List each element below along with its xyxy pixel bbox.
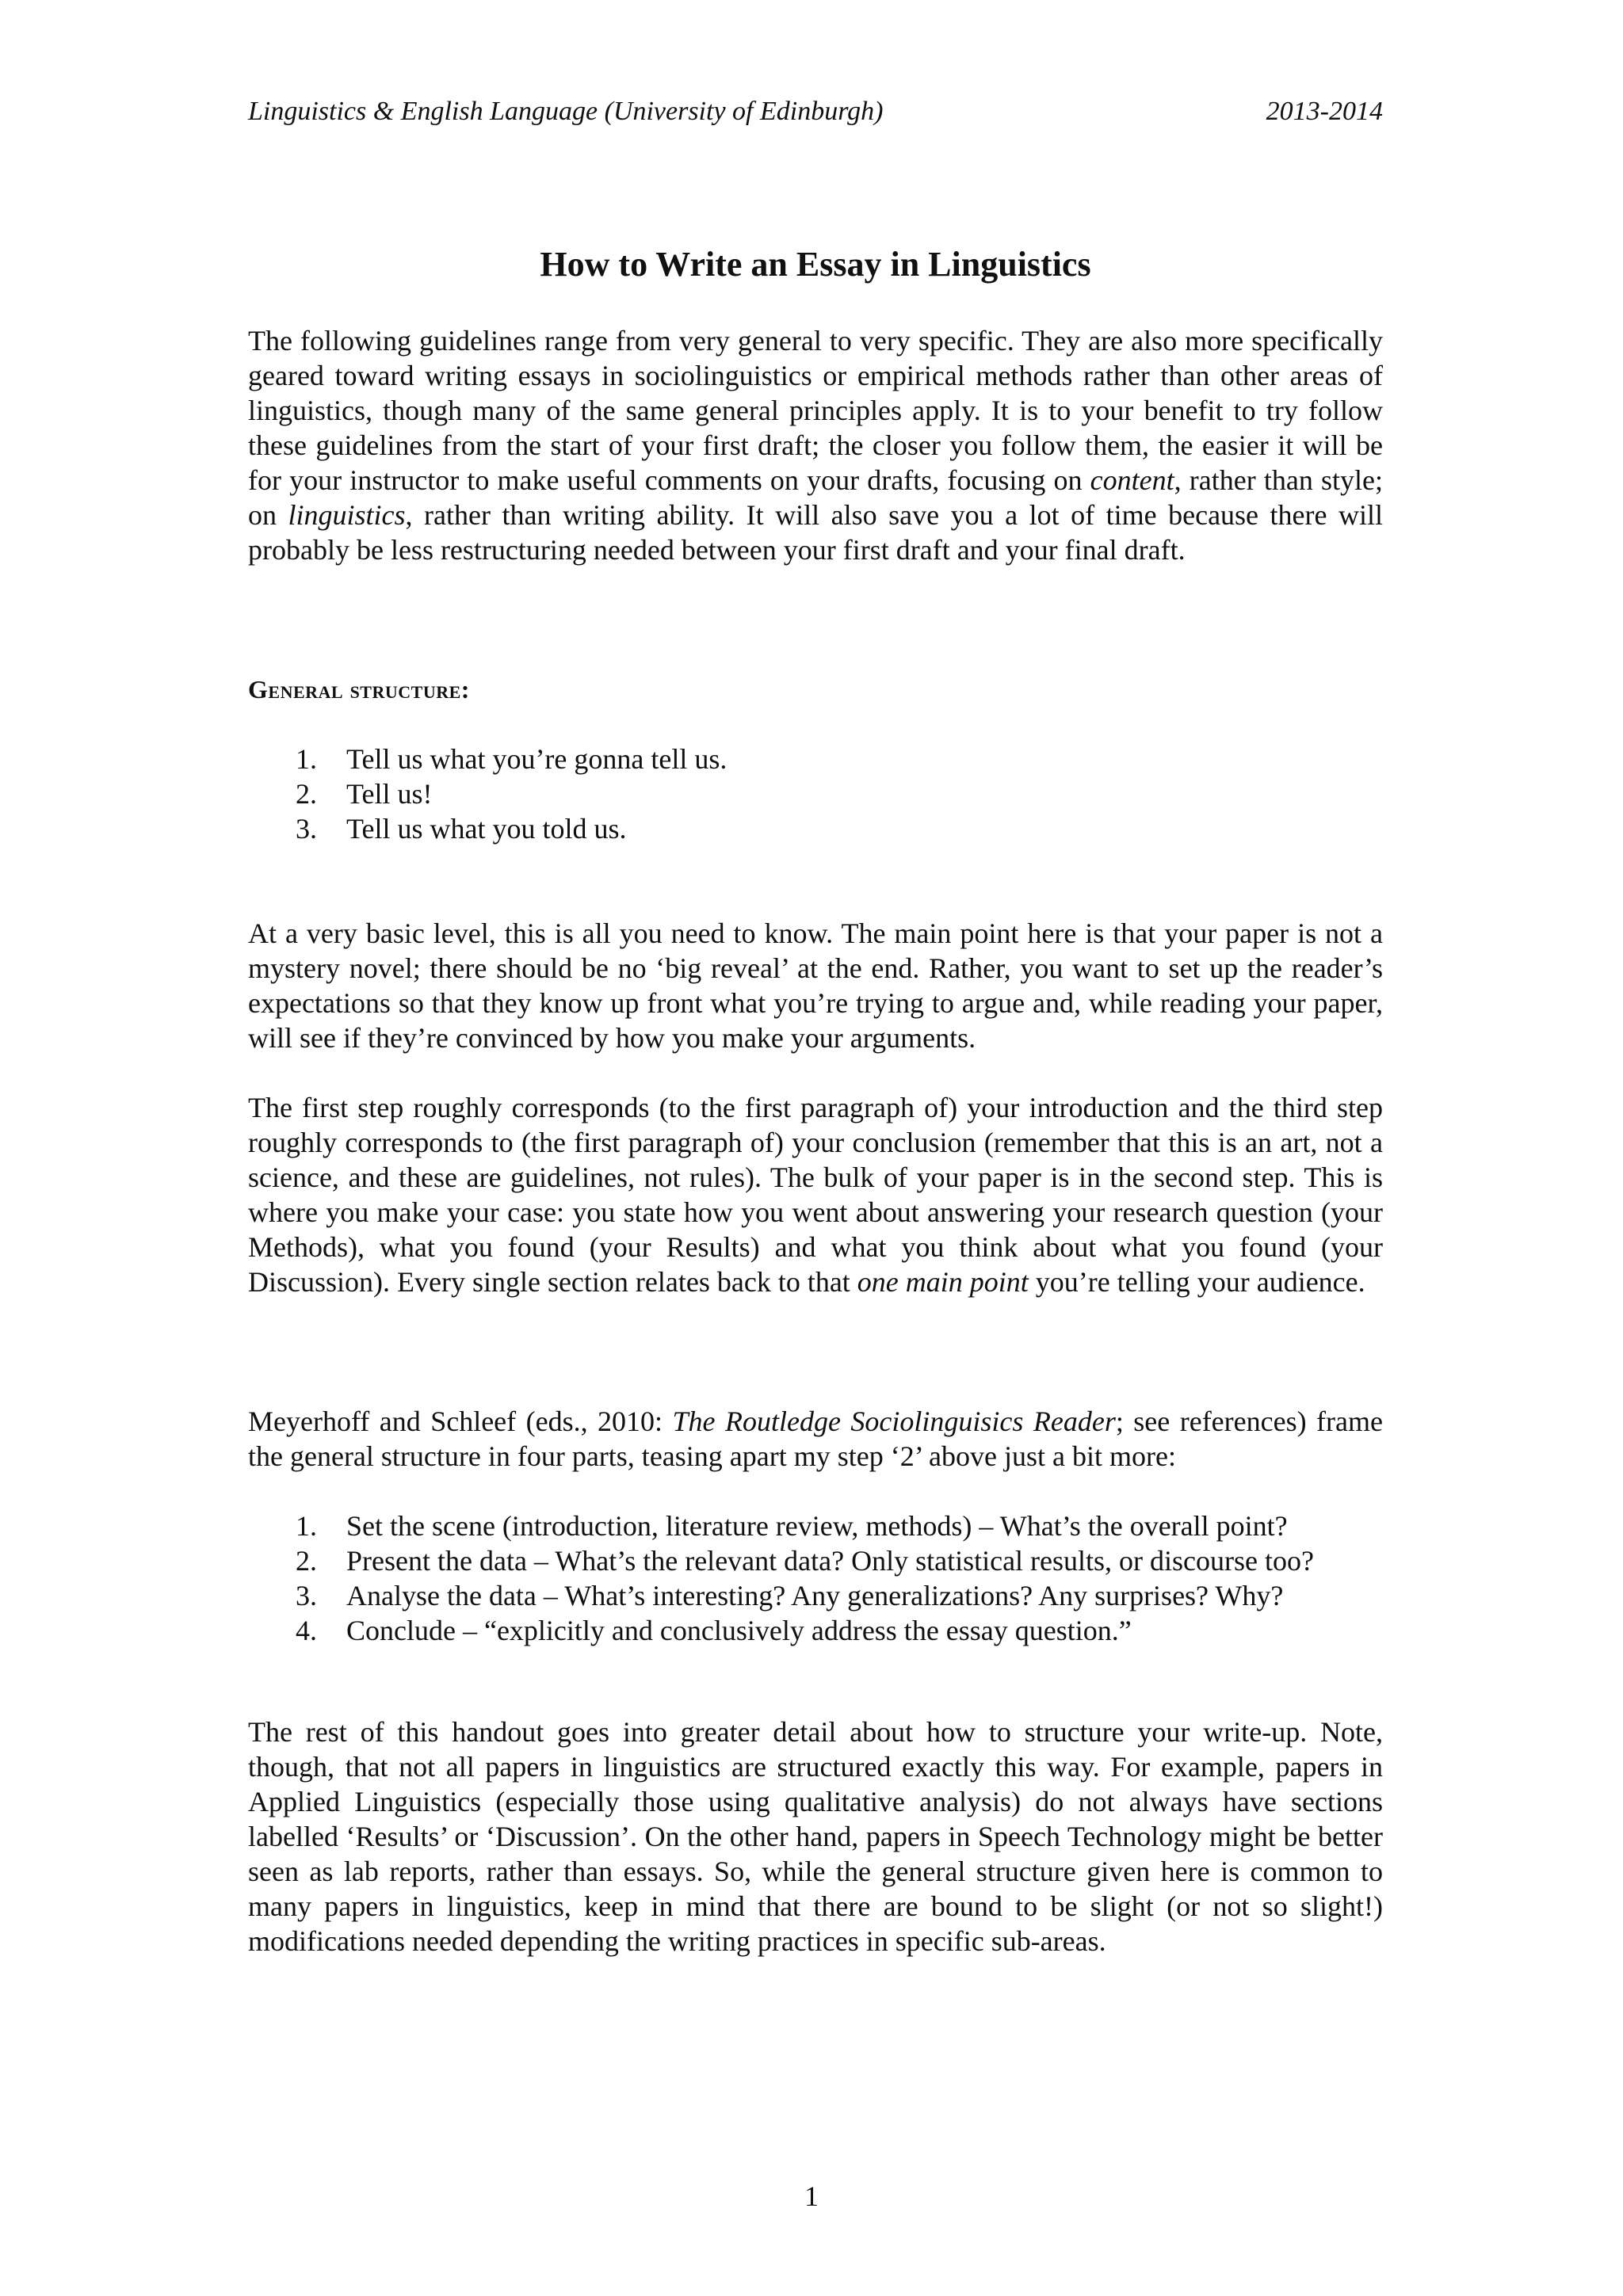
steps-emphasis: one main point [857,1266,1029,1298]
intro-emphasis-linguistics: linguistics [288,499,406,531]
list-item-text: Tell us what you’re gonna tell us. [346,743,727,775]
list-item [248,742,1383,776]
list-item-text: Analyse the data – What’s interesting? Any generalizations? Any surprises? Why? [346,1580,1284,1611]
meyerhoff-text-1: Meyerhoff and Schleef (eds., 2010: [248,1405,673,1437]
list-item-number: 3. [296,813,317,845]
list-item-text: Tell us! [346,778,433,810]
list-item-text: Tell us what you told us. [346,813,627,845]
basic-level-paragraph [248,916,1383,1055]
list-item [248,1578,1383,1613]
list-item [248,1613,1383,1648]
list-item-number: 1. [296,743,317,775]
list-item-number: 3. [296,1580,317,1611]
general-structure-list [248,742,1383,846]
document-title: How to Write an Essay in Linguistics [540,245,1091,284]
basic-level-text: At a very basic level, this is all you need to know. The main point here is that your paper is not a mystery novel; there should be no ‘big reveal’ at the end. Rather, you want to set up the reader’s expectations so that they know up front what you’re trying to argue and, while reading your paper, will see if they’re convinced by how you make your arguments. [248,917,1383,1054]
list-item [248,1508,1383,1543]
intro-text-3: , rather than writing ability. It will also save you a lot of time because there will probably be less restructuring needed between your first draft and your final draft. [248,499,1384,566]
list-item [248,1543,1383,1578]
steps-text-1: The first step roughly corresponds (to the first paragraph of) your introduction and the third step roughly corresponds to (the first paragraph of) your conclusion (remember that this is an art, not a science, and these are guidelines, not rules). The bulk of your paper is in the second step. This is where you make your case: you state how you went about answering your research question (your Methods), what you found (your Results) and what you think about what you found (your Discussion). Every single section relates back to that [248,1092,1383,1298]
steps-paragraph [248,1090,1383,1299]
four-parts-list [248,1508,1383,1648]
intro-text-2: , rather than style; on [248,464,1384,531]
list-item-number: 2. [296,778,317,810]
rest-of-handout-text: The rest of this handout goes into greater detail about how to structure your write-up. Note, though, that not all papers in linguistics are structured exactly this way. For example, papers in Applied Linguistics (especially those using qualitative analysis) do not always have sections labelled ‘Results’ or ‘Discussion’. On the other hand, papers in Speech Technology might be better seen as lab reports, rather than essays. So, while the general structure given here is common to many papers in linguistics, keep in mind that there are bound to be slight (or not so slight!) modifications needed depending the writing practices in specific sub-areas. [248,1716,1383,1957]
intro-text-1: The following guidelines range from very general to very specific. They are also more specifically geared toward writing essays in sociolinguistics or empirical methods rather than other areas of linguistics, though many of the same general principles apply. It is to your benefit to try follow these guidelines from the start of your first draft; the closer you follow them, the easier it will be for your instructor to make useful comments on your drafts, focusing on [248,325,1383,496]
intro-emphasis-content: content [1090,464,1174,496]
page-number: 1 [804,2180,819,2212]
rest-of-handout-paragraph [248,1714,1383,1958]
steps-text-2: you’re telling your audience. [1028,1266,1365,1298]
list-item-number: 1. [296,1510,317,1542]
section-heading-general-structure: General structure: [248,675,470,704]
list-item [248,776,1383,811]
list-item-number: 4. [296,1615,317,1646]
meyerhoff-paragraph [248,1404,1383,1474]
book-title: The Routledge Sociolinguisics Reader [672,1405,1116,1437]
list-item-text: Set the scene (introduction, literature review, methods) – What’s the overall point? [346,1510,1288,1542]
list-item-number: 2. [296,1545,317,1577]
list-item-text: Conclude – “explicitly and conclusively address the essay question.” [346,1615,1132,1646]
list-item-text: Present the data – What’s the relevant data? Only statistical results, or discourse too? [346,1545,1314,1577]
header-course: Linguistics & English Language (University of Edinburgh) [248,97,884,126]
header-year: 2013-2014 [1266,97,1383,126]
list-item [248,811,1383,846]
meyerhoff-text-2: ; see references) frame the general structure in four parts, teasing apart my step ‘2’ above just a bit more: [248,1405,1383,1472]
intro-paragraph [248,323,1383,567]
